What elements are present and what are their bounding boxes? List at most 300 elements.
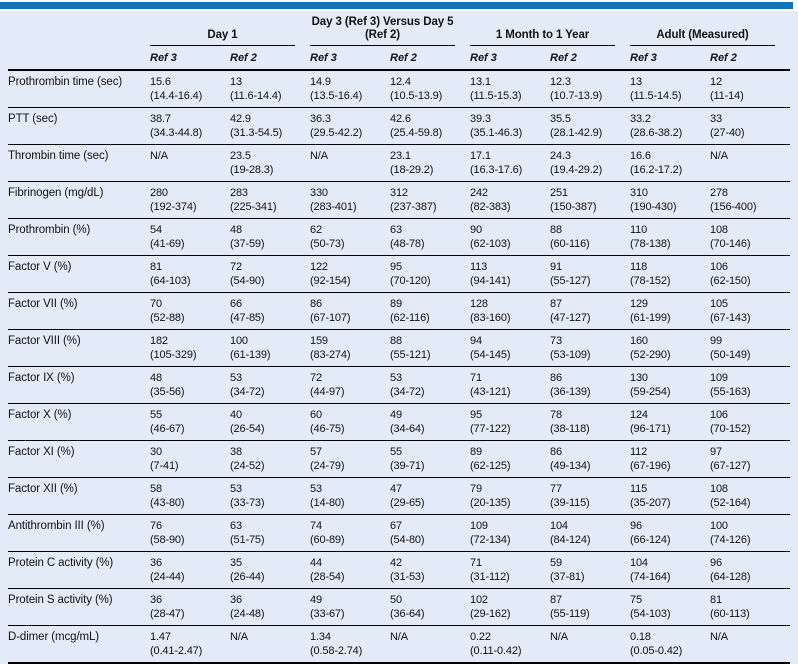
value-cell [310, 593, 390, 621]
cell-value: 74 [310, 520, 322, 532]
value-cell [310, 371, 390, 399]
cell-value: 130 [630, 372, 648, 384]
cell-value: 94 [470, 335, 482, 347]
cell-range: (19.4-29.2) [550, 164, 603, 176]
cell-range: (150-387) [550, 201, 597, 213]
cell-range: (237-387) [390, 201, 437, 213]
value-cell [230, 371, 310, 399]
cell-range: (51-75) [230, 534, 265, 546]
cell-range: (11-14) [710, 90, 744, 102]
cell-range: (59-254) [630, 386, 671, 398]
value-cell [390, 408, 470, 436]
subheader-1month-ref2: Ref 2 [550, 52, 577, 64]
value-cell [150, 593, 230, 621]
value-cell [550, 334, 630, 362]
value-cell [550, 186, 630, 214]
cell-range: (62-116) [390, 312, 430, 324]
value-cell [310, 334, 390, 362]
table-row [8, 293, 790, 330]
cell-value: 72 [310, 372, 322, 384]
cell-value: 283 [230, 187, 248, 199]
cell-range: (31-53) [390, 571, 425, 583]
cell-range: (77-122) [470, 423, 511, 435]
cell-value: 0.22 [470, 631, 491, 643]
cell-value: 14.9 [310, 76, 331, 88]
cell-range: (34-64) [390, 423, 425, 435]
value-cell [230, 519, 310, 547]
value-cell [710, 519, 790, 547]
cell-range: (29-65) [390, 497, 425, 509]
cell-value: 90 [470, 224, 482, 236]
row-label: Factor VII (%) [8, 298, 78, 310]
cell-range: (83-160) [470, 312, 511, 324]
cell-range: (283-401) [310, 201, 357, 213]
cell-range: (47-85) [230, 312, 265, 324]
value-cell [230, 593, 310, 621]
cell-value: 55 [390, 446, 402, 458]
value-cell [390, 75, 470, 103]
subheader-day1-ref2: Ref 2 [230, 52, 257, 64]
cell-range: (16.3-17.6) [470, 164, 523, 176]
cell-range: (61-139) [230, 349, 271, 361]
value-cell [630, 75, 710, 103]
cell-value: 160 [630, 335, 648, 347]
cell-value: 76 [150, 520, 162, 532]
cell-value: 95 [470, 409, 482, 421]
value-cell [630, 630, 710, 658]
cell-value: 108 [710, 224, 728, 236]
value-cell [550, 297, 630, 325]
cell-range: (14-80) [310, 497, 345, 509]
cell-range: (96-171) [630, 423, 671, 435]
cell-range: (14.4-16.4) [150, 90, 203, 102]
cell-value: 57 [310, 446, 322, 458]
cell-value: 30 [150, 446, 162, 458]
cell-range: (94-141) [470, 275, 511, 287]
cell-range: (225-341) [230, 201, 277, 213]
value-cell [710, 482, 790, 510]
value-cell [390, 556, 470, 584]
value-cell [710, 149, 790, 177]
cell-range: (36-139) [550, 386, 591, 398]
cell-value: 251 [550, 187, 568, 199]
value-cell [150, 112, 230, 140]
value-cell [310, 482, 390, 510]
value-cell [230, 223, 310, 251]
table-row [8, 478, 790, 515]
cell-value: 12 [710, 76, 722, 88]
cell-range: (38-118) [550, 423, 590, 435]
column-group-1month-1year [470, 16, 615, 46]
column-group-label: Day 3 (Ref 3) Versus Day 5 [311, 16, 454, 28]
value-cell [310, 223, 390, 251]
value-cell [230, 149, 310, 177]
cell-value: N/A [550, 631, 568, 643]
value-cell [710, 445, 790, 473]
cell-value: N/A [230, 631, 248, 643]
cell-value: 115 [630, 483, 648, 495]
cell-value: 49 [310, 594, 322, 606]
cell-range: (36-64) [390, 608, 425, 620]
cell-range: (70-152) [710, 423, 751, 435]
cell-value: 78 [550, 409, 562, 421]
cell-value: 128 [470, 298, 488, 310]
cell-range: (62-103) [470, 238, 511, 250]
value-cell [710, 186, 790, 214]
cell-value: 124 [630, 409, 648, 421]
cell-value: 12.4 [390, 76, 411, 88]
cell-value: 312 [390, 187, 408, 199]
cell-value: 13 [630, 76, 642, 88]
cell-value: 50 [390, 594, 402, 606]
cell-range: (78-138) [630, 238, 671, 250]
table-row [8, 515, 790, 552]
cell-value: 35.5 [550, 113, 571, 125]
table-row [8, 330, 790, 367]
cell-range: (55-163) [710, 386, 751, 398]
cell-value: 0.18 [630, 631, 651, 643]
cell-value: 38.7 [150, 113, 171, 125]
value-cell [230, 445, 310, 473]
value-cell [390, 445, 470, 473]
cell-range: (48-78) [390, 238, 425, 250]
value-cell [710, 112, 790, 140]
cell-range: (26-44) [230, 571, 265, 583]
value-cell [150, 482, 230, 510]
value-cell [710, 593, 790, 621]
row-label: Factor V (%) [8, 261, 72, 273]
value-cell [630, 112, 710, 140]
subheader-1month-ref3: Ref 3 [470, 52, 497, 64]
value-cell [230, 297, 310, 325]
cell-value: 1.47 [150, 631, 171, 643]
value-cell [310, 75, 390, 103]
cell-value: N/A [710, 631, 728, 643]
cell-range: (39-115) [550, 497, 590, 509]
cell-value: 48 [150, 372, 162, 384]
cell-value: 12.3 [550, 76, 571, 88]
table-row [8, 552, 790, 589]
cell-range: (29.5-42.2) [310, 127, 363, 139]
value-cell [710, 371, 790, 399]
cell-value: 62 [310, 224, 322, 236]
cell-value: 89 [390, 298, 402, 310]
value-cell [390, 593, 470, 621]
subheader-day3-ref3: Ref 3 [310, 52, 337, 64]
cell-range: (58-90) [150, 534, 185, 546]
row-label: Factor XI (%) [8, 446, 75, 458]
cell-value: 47 [390, 483, 402, 495]
value-cell [230, 408, 310, 436]
cell-range: (50-149) [710, 349, 751, 361]
value-cell [630, 445, 710, 473]
cell-range: (28-47) [150, 608, 185, 620]
row-label: Prothrombin (%) [8, 224, 91, 236]
value-cell [470, 223, 550, 251]
cell-value: 109 [470, 520, 488, 532]
cell-range: (31-112) [470, 571, 510, 583]
cell-value: 100 [710, 520, 728, 532]
value-cell [550, 482, 630, 510]
row-label: Antithrombin III (%) [8, 520, 105, 532]
value-cell [630, 260, 710, 288]
cell-range: (24-52) [230, 460, 265, 472]
cell-range: (190-430) [630, 201, 677, 213]
table-body [8, 71, 790, 664]
cell-range: (11.6-14.4) [230, 90, 282, 102]
cell-value: 77 [550, 483, 562, 495]
value-cell [150, 297, 230, 325]
cell-range: (84-124) [550, 534, 591, 546]
cell-value: 33 [710, 113, 722, 125]
cell-value: 42.6 [390, 113, 411, 125]
cell-value: 109 [710, 372, 728, 384]
cell-value: 100 [230, 335, 248, 347]
table-row [8, 71, 790, 108]
value-cell [150, 223, 230, 251]
cell-value: 104 [630, 557, 648, 569]
cell-value: 330 [310, 187, 328, 199]
value-cell [310, 112, 390, 140]
value-cell [630, 519, 710, 547]
value-cell [710, 334, 790, 362]
cell-value: 122 [310, 261, 328, 273]
value-cell [470, 75, 550, 103]
cell-value: 106 [710, 409, 728, 421]
cell-range: (0.05-0.42) [630, 645, 683, 657]
cell-value: 118 [630, 261, 648, 273]
cell-value: 36 [230, 594, 242, 606]
cell-value: 72 [230, 261, 242, 273]
cell-value: 71 [470, 557, 482, 569]
cell-range: (54-145) [470, 349, 511, 361]
column-group-day1 [150, 16, 295, 46]
subheader-adult-ref3: Ref 3 [630, 52, 657, 64]
value-cell [470, 593, 550, 621]
cell-value: 278 [710, 187, 728, 199]
cell-value: 91 [550, 261, 562, 273]
cell-value: 63 [390, 224, 402, 236]
cell-value: 60 [310, 409, 322, 421]
cell-range: (46-75) [310, 423, 345, 435]
value-cell [150, 519, 230, 547]
cell-range: (0.41-2.47) [150, 645, 203, 657]
cell-value: 13 [230, 76, 242, 88]
cell-value: 88 [390, 335, 402, 347]
cell-value: 49 [390, 409, 402, 421]
cell-range: (37-59) [230, 238, 265, 250]
cell-range: (83-274) [310, 349, 351, 361]
cell-value: 79 [470, 483, 482, 495]
cell-range: (54-90) [230, 275, 265, 287]
table-panel [0, 11, 798, 664]
cell-range: (55-121) [390, 349, 431, 361]
value-cell [150, 445, 230, 473]
cell-range: (24-44) [150, 571, 185, 583]
row-label: Protein S activity (%) [8, 594, 113, 606]
cell-range: (31.3-54.5) [230, 127, 283, 139]
value-cell [470, 112, 550, 140]
cell-value: 86 [550, 372, 562, 384]
cell-range: (16.2-17.2) [630, 164, 683, 176]
cell-value: 86 [310, 298, 322, 310]
value-cell [150, 630, 230, 658]
cell-value: 44 [310, 557, 322, 569]
value-cell [390, 334, 470, 362]
subheader-adult-ref2: Ref 2 [710, 52, 737, 64]
value-cell [310, 519, 390, 547]
cell-value: 58 [150, 483, 162, 495]
value-cell [390, 186, 470, 214]
value-cell [710, 223, 790, 251]
cell-value: N/A [150, 150, 168, 162]
cell-range: (47-127) [550, 312, 591, 324]
cell-value: 182 [150, 335, 168, 347]
value-cell [550, 223, 630, 251]
cell-value: 15.6 [150, 76, 171, 88]
cell-value: 113 [470, 261, 488, 273]
cell-value: 63 [230, 520, 242, 532]
cell-value: 42 [390, 557, 402, 569]
cell-range: (67-143) [710, 312, 751, 324]
cell-range: (33-73) [230, 497, 265, 509]
column-group-day3-vs-day5 [310, 16, 455, 46]
cell-value: 310 [630, 187, 648, 199]
cell-range: (11.5-14.5) [630, 90, 682, 102]
row-label: Factor IX (%) [8, 372, 75, 384]
value-cell [710, 297, 790, 325]
cell-value: 55 [150, 409, 162, 421]
cell-range: (60-89) [310, 534, 345, 546]
value-cell [310, 297, 390, 325]
cell-range: (60-113) [710, 608, 750, 620]
value-cell [230, 482, 310, 510]
value-cell [550, 519, 630, 547]
value-cell [630, 186, 710, 214]
table-row [8, 108, 790, 145]
value-cell [550, 371, 630, 399]
cell-range: (0.11-0.42) [470, 645, 522, 657]
cell-range: (11.5-15.3) [470, 90, 522, 102]
cell-value: 71 [470, 372, 482, 384]
value-cell [310, 445, 390, 473]
cell-value: 73 [550, 335, 562, 347]
cell-range: (52-88) [150, 312, 185, 324]
value-cell [150, 334, 230, 362]
cell-value: 110 [630, 224, 648, 236]
cell-value: 70 [150, 298, 162, 310]
cell-range: (34-72) [390, 386, 425, 398]
cell-range: (24-48) [230, 608, 265, 620]
table-row [8, 182, 790, 219]
value-cell [310, 186, 390, 214]
cell-value: 66 [230, 298, 242, 310]
cell-range: (7-41) [150, 460, 179, 472]
value-cell [470, 371, 550, 399]
value-cell [470, 260, 550, 288]
value-cell [630, 334, 710, 362]
value-cell [470, 630, 550, 658]
header-spacer [8, 16, 150, 69]
value-cell [550, 75, 630, 103]
cell-range: (192-374) [150, 201, 197, 213]
table-row [8, 367, 790, 404]
table-row [8, 441, 790, 478]
value-cell [630, 556, 710, 584]
cell-range: (20-135) [470, 497, 511, 509]
cell-value: 67 [390, 520, 402, 532]
cell-value: 88 [550, 224, 562, 236]
value-cell [310, 149, 390, 177]
row-label: Protein C activity (%) [8, 557, 114, 569]
value-cell [390, 223, 470, 251]
value-cell [310, 408, 390, 436]
cell-value: 53 [230, 483, 242, 495]
value-cell [230, 334, 310, 362]
value-cell [150, 75, 230, 103]
value-cell [470, 556, 550, 584]
row-label: PTT (sec) [8, 113, 58, 125]
cell-value: 81 [710, 594, 722, 606]
cell-value: 97 [710, 446, 722, 458]
cell-range: (27-40) [710, 127, 745, 139]
cell-range: (46-67) [150, 423, 185, 435]
cell-value: 35 [230, 557, 242, 569]
value-cell [550, 593, 630, 621]
column-group-label: Adult (Measured) [656, 29, 749, 41]
cell-range: (43-121) [470, 386, 511, 398]
value-cell [550, 445, 630, 473]
value-cell [630, 482, 710, 510]
table-row [8, 256, 790, 293]
value-cell [310, 260, 390, 288]
value-cell [550, 112, 630, 140]
cell-range: (67-196) [630, 460, 671, 472]
cell-value: 108 [710, 483, 728, 495]
cell-range: (44-97) [310, 386, 345, 398]
value-cell [710, 75, 790, 103]
cell-range: (10.5-13.9) [390, 90, 443, 102]
value-cell [470, 482, 550, 510]
cell-value: N/A [390, 631, 408, 643]
cell-range: (28-54) [310, 571, 345, 583]
cell-value: 17.1 [470, 150, 491, 162]
cell-range: (41-69) [150, 238, 185, 250]
cell-value: 36 [150, 594, 162, 606]
cell-value: 280 [150, 187, 168, 199]
value-cell [390, 371, 470, 399]
cell-value: 33.2 [630, 113, 651, 125]
cell-range: (78-152) [630, 275, 671, 287]
table-row [8, 219, 790, 256]
value-cell [630, 408, 710, 436]
cell-range: (92-154) [310, 275, 351, 287]
value-cell [390, 149, 470, 177]
cell-value: 1.34 [310, 631, 331, 643]
cell-range: (19-28.3) [230, 164, 274, 176]
value-cell [470, 297, 550, 325]
table-row [8, 404, 790, 441]
row-label: Factor XII (%) [8, 483, 78, 495]
cell-range: (28.1-42.9) [550, 127, 603, 139]
cell-value: 23.1 [390, 150, 411, 162]
cell-range: (66-124) [630, 534, 671, 546]
value-cell [390, 260, 470, 288]
value-cell [550, 149, 630, 177]
cell-value: 99 [710, 335, 722, 347]
value-cell [470, 408, 550, 436]
cell-value: 54 [150, 224, 162, 236]
